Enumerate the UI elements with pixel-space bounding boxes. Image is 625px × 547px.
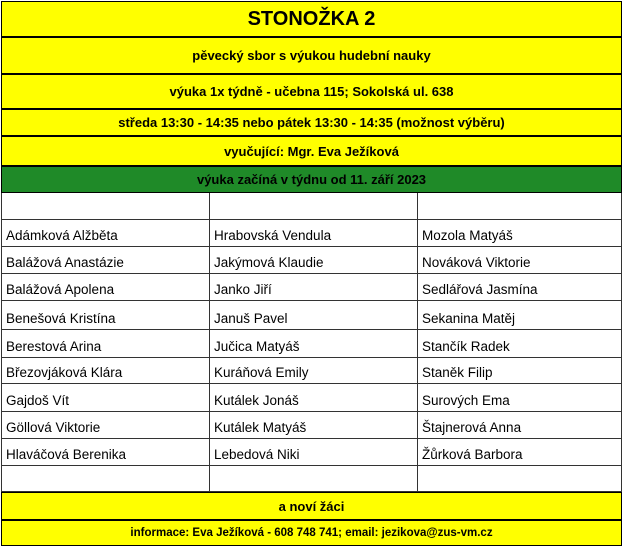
page-title: STONOŽKA 2 xyxy=(247,7,376,30)
empty-row-bottom xyxy=(1,466,622,492)
student-name-cell: Kutálek Jonáš xyxy=(210,384,418,412)
student-name-cell: Berestová Arina xyxy=(1,330,210,358)
contact-info: informace: Eva Ježíková - 608 748 741; email: jezikova@zus-vm.cz xyxy=(130,527,493,539)
student-name-cell: Mozola Matyáš xyxy=(418,220,622,247)
empty-cell xyxy=(210,193,418,220)
student-name-cell: Jučica Matyáš xyxy=(210,330,418,358)
table-row xyxy=(1,247,622,274)
table-row xyxy=(1,358,622,384)
table-row xyxy=(1,330,622,358)
empty-cell xyxy=(418,193,622,220)
empty-cell xyxy=(1,466,210,492)
student-name-cell: Balážová Anastázie xyxy=(1,247,210,274)
student-name-cell: Kutálek Matyáš xyxy=(210,412,418,439)
subtitle: pěvecký sbor s výukou hudební nauky xyxy=(192,48,431,63)
empty-row-top xyxy=(1,193,622,220)
schedule-band xyxy=(1,109,622,136)
lesson-band xyxy=(1,74,622,109)
student-name-cell: Kuráňová Emily xyxy=(210,358,418,384)
student-name-cell: Surových Ema xyxy=(418,384,622,412)
table-row xyxy=(1,439,622,466)
schedule: středa 13:30 - 14:35 nebo pátek 13:30 - 14:35 (možnost výběru) xyxy=(118,115,505,130)
new-students-band xyxy=(1,492,622,520)
student-name-cell: Jakýmová Klaudie xyxy=(210,247,418,274)
empty-cell xyxy=(1,193,210,220)
contact-band xyxy=(1,520,622,546)
student-name-cell: Žůrková Barbora xyxy=(418,439,622,466)
new-students: a noví žáci xyxy=(278,498,345,514)
student-name-cell: Balážová Apolena xyxy=(1,274,210,301)
table-row xyxy=(1,384,622,412)
student-name-cell: Göllová Viktorie xyxy=(1,412,210,439)
empty-cell xyxy=(418,466,622,492)
student-name-cell: Březovjáková Klára xyxy=(1,358,210,384)
student-name-cell: Nováková Viktorie xyxy=(418,247,622,274)
student-name-cell: Sekanina Matěj xyxy=(418,301,622,330)
table-row xyxy=(1,412,622,439)
teacher-band xyxy=(1,136,622,166)
student-name-cell: Hrabovská Vendula xyxy=(210,220,418,247)
subtitle-band xyxy=(1,37,622,74)
student-name-cell: Benešová Kristína xyxy=(1,301,210,330)
student-name-cell: Staněk Filip xyxy=(418,358,622,384)
table-row xyxy=(1,301,622,330)
student-name-cell: Adámková Alžběta xyxy=(1,220,210,247)
student-name-cell: Gajdoš Vít xyxy=(1,384,210,412)
teacher: vyučující: Mgr. Eva Ježíková xyxy=(224,143,399,159)
student-name-cell: Sedlářová Jasmína xyxy=(418,274,622,301)
table-row xyxy=(1,274,622,301)
title-band xyxy=(1,1,622,37)
student-name-cell: Stančík Radek xyxy=(418,330,622,358)
empty-cell xyxy=(210,466,418,492)
start-band xyxy=(1,166,622,193)
table-row xyxy=(1,220,622,247)
student-name-cell: Štajnerová Anna xyxy=(418,412,622,439)
student-name-cell: Januš Pavel xyxy=(210,301,418,330)
student-name-cell: Hlaváčová Berenika xyxy=(1,439,210,466)
start-date: výuka začíná v týdnu od 11. září 2023 xyxy=(196,172,427,187)
student-name-cell: Lebedová Niki xyxy=(210,439,418,466)
lesson-info: výuka 1x týdně - učebna 115; Sokolská ul. 638 xyxy=(169,84,454,99)
student-name-cell: Janko Jiří xyxy=(210,274,418,301)
